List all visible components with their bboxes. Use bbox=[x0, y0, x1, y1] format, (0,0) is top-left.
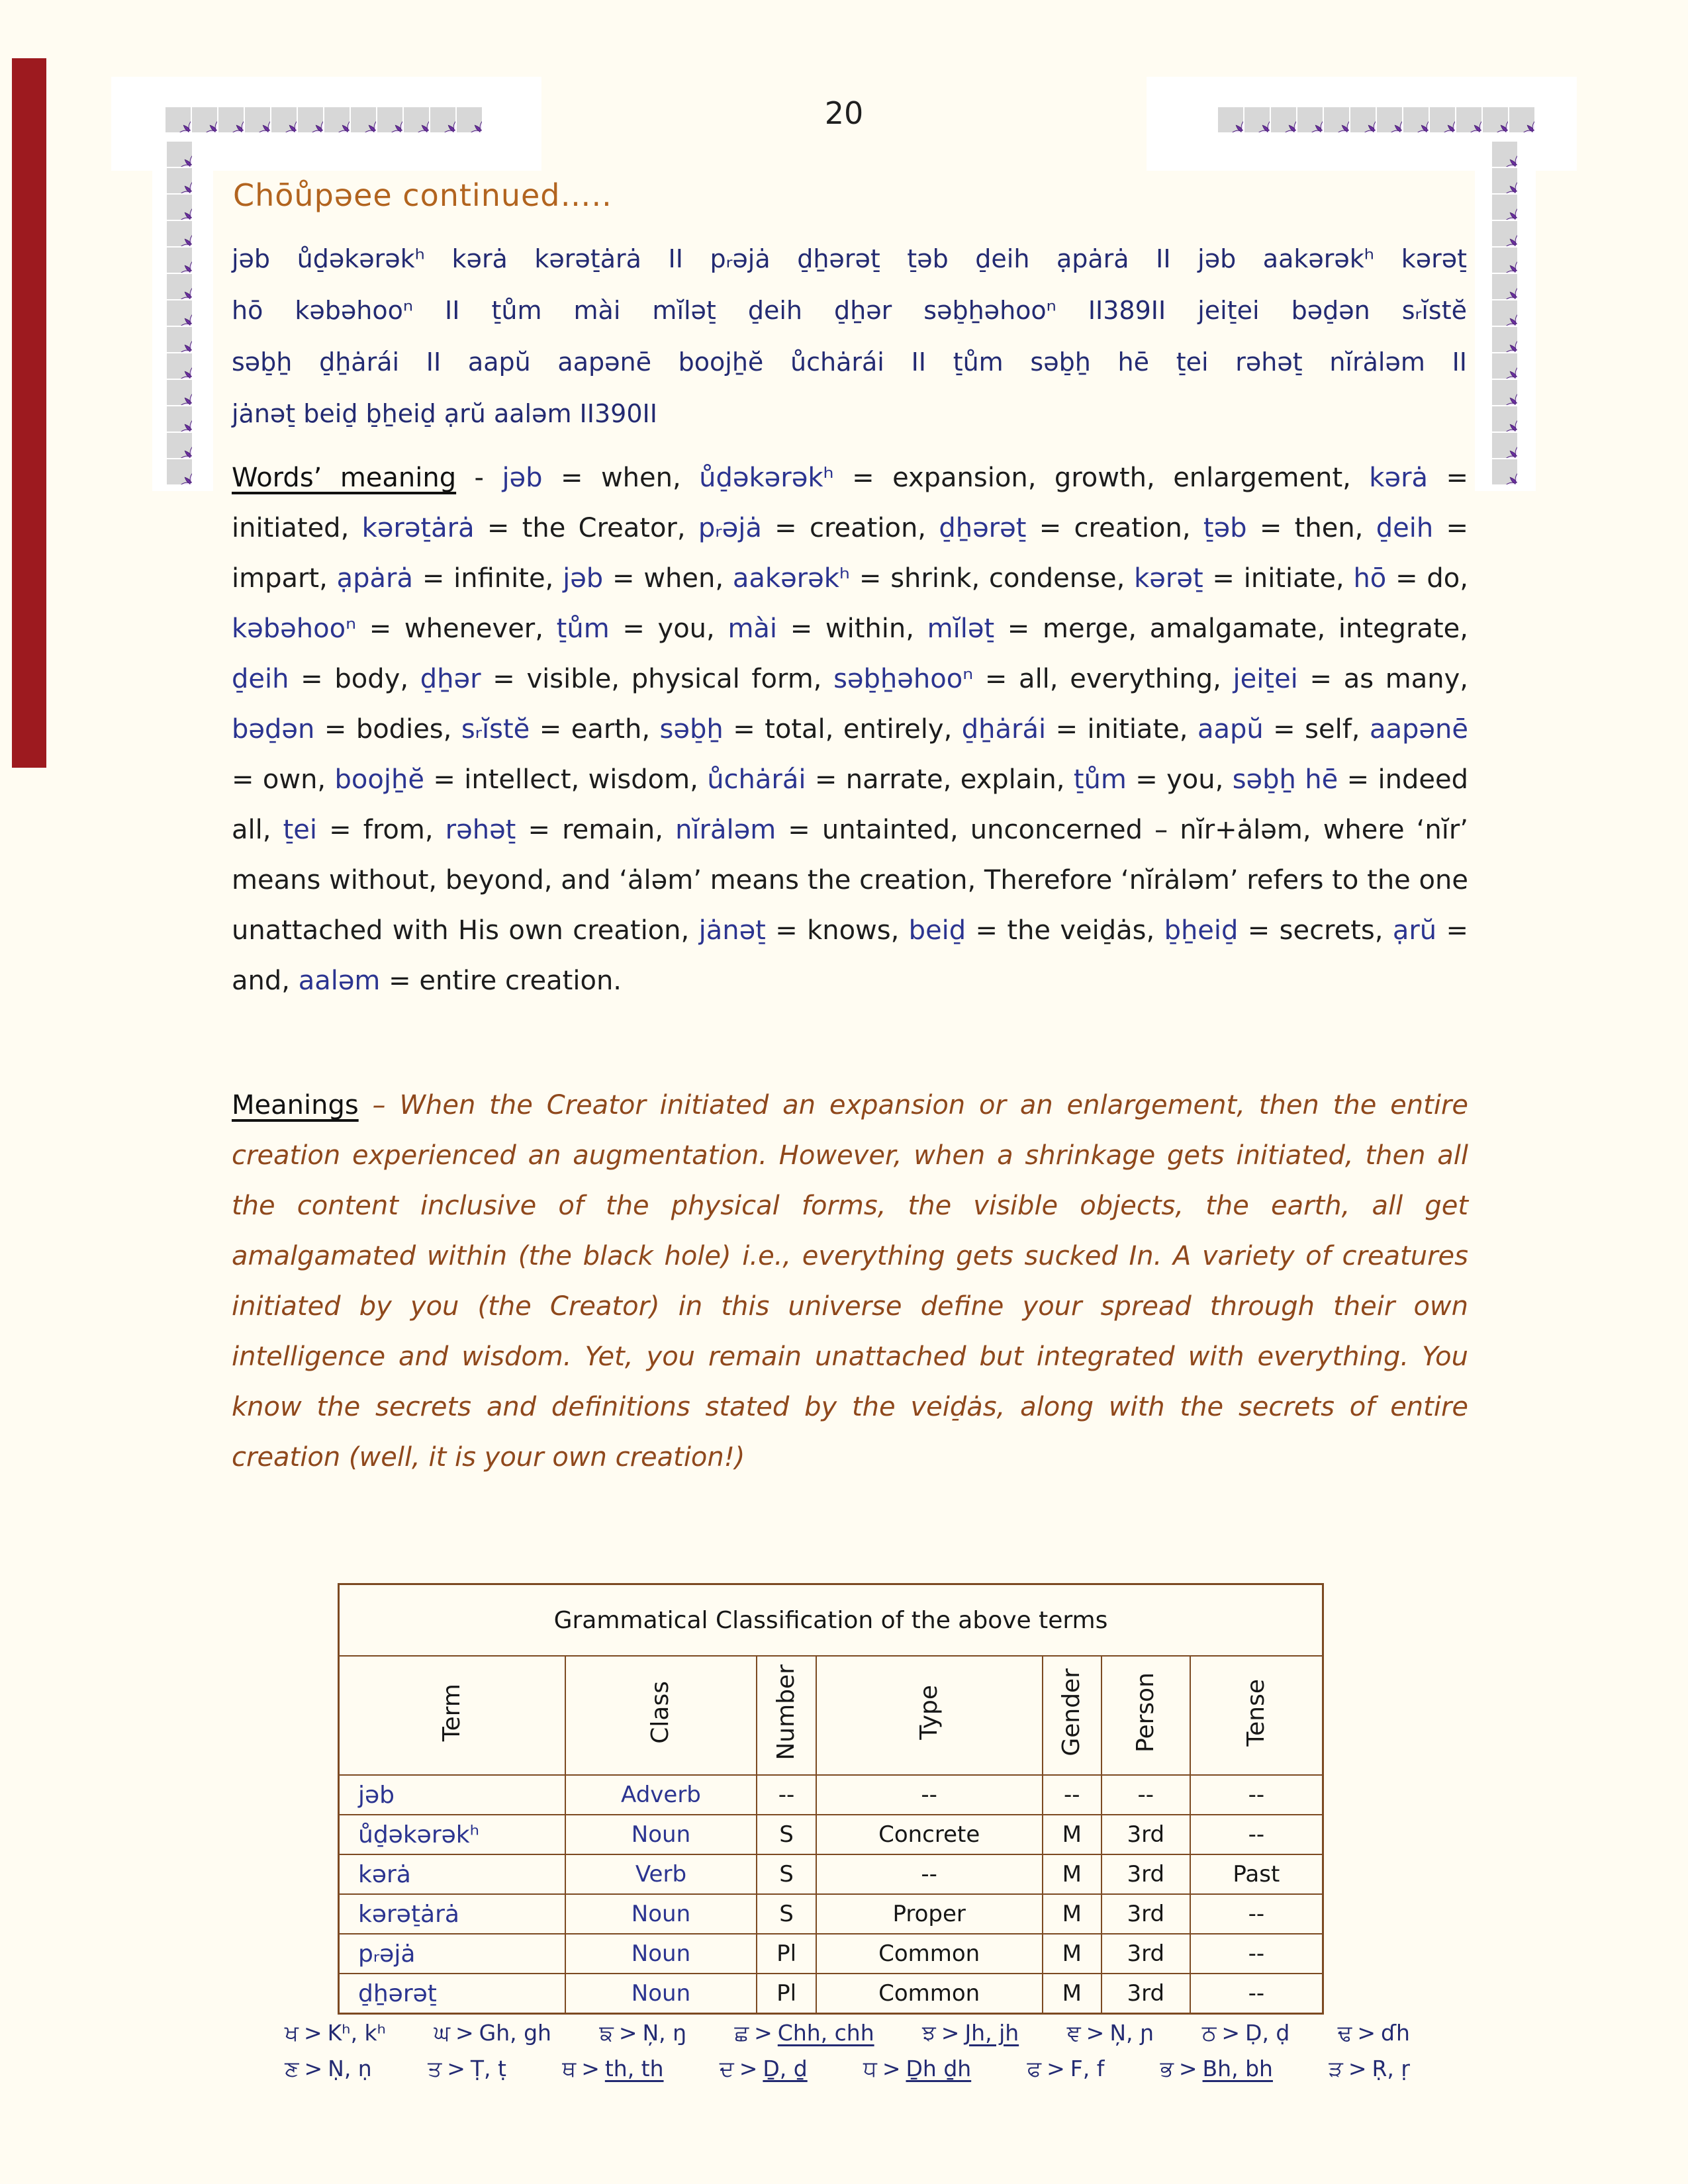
value-cell: -- bbox=[757, 1775, 816, 1815]
value-cell: S bbox=[757, 1894, 816, 1934]
term-word: jəb bbox=[502, 463, 543, 493]
term-cell: kərət̠ȧrȧ bbox=[339, 1894, 565, 1934]
roman-transliteration: Ṛ, ṛ bbox=[1372, 2056, 1410, 2081]
maps-to-symbol: > bbox=[1178, 2056, 1197, 2081]
flower-icon bbox=[1492, 406, 1517, 432]
term-word: d̠eih bbox=[232, 664, 289, 694]
flower-icon bbox=[1492, 168, 1517, 193]
gurmukhi-letter: ੜ bbox=[1329, 2056, 1343, 2081]
term-word: t̠ei bbox=[283, 815, 317, 845]
definition-text: = expansion, growth, enlargement, bbox=[833, 463, 1370, 493]
flower-icon bbox=[1492, 142, 1517, 167]
value-cell: -- bbox=[1190, 1894, 1323, 1934]
definition-text: = intellect, wisdom, bbox=[424, 764, 708, 795]
value-cell: M bbox=[1043, 1934, 1102, 1974]
phonetic-mapping bbox=[285, 2056, 372, 2082]
definition-text: = indeed all, bbox=[232, 764, 1468, 845]
term-word: d̠eih bbox=[1376, 513, 1434, 543]
flower-icon bbox=[167, 327, 192, 352]
flower-icon bbox=[167, 459, 192, 484]
definition-text: = all, everything, bbox=[973, 664, 1233, 694]
column-header: Number bbox=[757, 1656, 816, 1775]
value-cell: M bbox=[1043, 1894, 1102, 1934]
column-header: Term bbox=[339, 1656, 565, 1775]
definition-text: = own, bbox=[232, 764, 335, 795]
gurmukhi-letter: ਠ bbox=[1201, 2020, 1217, 2046]
phonetic-mapping bbox=[1202, 2020, 1290, 2046]
column-header: Person bbox=[1102, 1656, 1190, 1775]
definition-text: = from, bbox=[316, 815, 445, 845]
definition-text: = whenever, bbox=[356, 614, 557, 644]
value-cell: -- bbox=[1102, 1775, 1190, 1815]
phonetic-mapping bbox=[720, 2056, 808, 2082]
phonetic-mapping bbox=[562, 2056, 663, 2082]
definition-text: = remain, bbox=[516, 815, 676, 845]
term-word: ůd̠əkərəkʰ bbox=[699, 463, 834, 493]
term-word: beid̠ bbox=[908, 915, 966, 946]
maps-to-symbol: > bbox=[1221, 2020, 1241, 2046]
table-row bbox=[339, 1775, 1323, 1815]
value-cell: M bbox=[1043, 1854, 1102, 1894]
gurmukhi-letter: ਦ bbox=[719, 2056, 734, 2081]
definition-text: = as many, bbox=[1297, 664, 1468, 694]
term-word: kərȧ bbox=[1369, 463, 1429, 493]
definition-text: = and, bbox=[232, 915, 1468, 996]
roman-transliteration: Ḏ, ḏ bbox=[763, 2056, 808, 2081]
phonetic-mapping bbox=[434, 2020, 551, 2046]
phonetic-mapping bbox=[1160, 2056, 1273, 2082]
definition-text: = you, bbox=[1126, 764, 1233, 795]
value-cell: -- bbox=[816, 1775, 1043, 1815]
definition-text: = earth, bbox=[530, 714, 660, 745]
flower-column-left bbox=[167, 142, 192, 484]
definition-text: = when, bbox=[603, 563, 733, 594]
value-cell: Noun bbox=[565, 1815, 757, 1854]
gurmukhi-letter: ਘ bbox=[434, 2020, 450, 2046]
table-row bbox=[339, 1894, 1323, 1934]
gurmukhi-letter: ਢ bbox=[1337, 2020, 1352, 2046]
meanings-body: When the Creator initiated an expansion or an enlargement, then the entire creation experienced an augmentation. However, when a shrinkage gets initiated, then all the content inclusive of the physical forms, the visible objects, the earth, all get amalgamated within (the black hole) i.e., everything gets sucked In. A variety of creatures initiated by you (the Creator) in this universe define your spread through their own intelligence and wisdom. Yet, you remain unattached but integrated with everything. You know the secrets and definitions stated by the veid̠ȧs, along with the secrets of entire creation (well, it is your own creation!) bbox=[232, 1090, 1468, 1473]
definition-text: = the veid̠ȧs, bbox=[966, 915, 1164, 946]
term-word: səb̠ẖ hē bbox=[1232, 764, 1338, 795]
roman-transliteration: Gh, gh bbox=[479, 2020, 551, 2046]
term-word: mài bbox=[727, 614, 778, 644]
roman-transliteration: Bh, bh bbox=[1202, 2056, 1273, 2081]
flower-icon bbox=[1492, 327, 1517, 352]
value-cell: -- bbox=[1190, 1775, 1323, 1815]
definition-text: = total, entirely, bbox=[723, 714, 962, 745]
value-cell: -- bbox=[816, 1854, 1043, 1894]
term-word: ůchȧrái bbox=[707, 764, 806, 795]
red-margin-stripe bbox=[12, 58, 46, 768]
flower-icon bbox=[167, 248, 192, 273]
maps-to-symbol: > bbox=[455, 2020, 474, 2046]
definition-text: = you, bbox=[609, 614, 728, 644]
term-word: boojẖĕ bbox=[334, 764, 424, 795]
heading-separator: - bbox=[456, 463, 502, 493]
gurmukhi-letter: ਙ bbox=[599, 2020, 614, 2046]
flower-icon bbox=[167, 221, 192, 246]
term-word: jəb bbox=[563, 563, 604, 594]
gurmukhi-letter: ਥ bbox=[562, 2056, 577, 2081]
term-word: kərət̠ bbox=[1134, 563, 1203, 594]
words-meaning-heading: Words’ meaning bbox=[232, 463, 457, 493]
roman-transliteration: Kʰ, kʰ bbox=[327, 2020, 387, 2046]
words-meaning-tokens bbox=[232, 463, 1468, 996]
column-header: Class bbox=[565, 1656, 757, 1775]
definition-text: = infinite, bbox=[413, 563, 563, 594]
value-cell: -- bbox=[1190, 1974, 1323, 2014]
value-cell: -- bbox=[1190, 1934, 1323, 1974]
term-word: t̠ům bbox=[1073, 764, 1127, 795]
term-word: b̠ẖeid̠ bbox=[1164, 915, 1239, 946]
term-word: d̠ẖȧrái bbox=[961, 714, 1047, 745]
term-word: nĭrȧləm bbox=[675, 815, 776, 845]
term-word: d̠ẖərət̠ bbox=[939, 513, 1027, 543]
value-cell: Past bbox=[1190, 1854, 1323, 1894]
flower-icon bbox=[167, 195, 192, 220]
maps-to-symbol: > bbox=[739, 2056, 758, 2081]
definition-text: = when, bbox=[542, 463, 700, 493]
value-cell: 3rd bbox=[1102, 1974, 1190, 2014]
roman-transliteration: ɗh bbox=[1381, 2020, 1410, 2046]
value-cell: S bbox=[757, 1815, 816, 1854]
roman-transliteration: N̦, ŋ bbox=[642, 2020, 687, 2046]
definition-text: = bodies, bbox=[314, 714, 461, 745]
value-cell: -- bbox=[1043, 1775, 1102, 1815]
phonetic-mapping bbox=[1027, 2056, 1105, 2082]
term-word: aaləm bbox=[298, 966, 381, 996]
value-cell: Adverb bbox=[565, 1775, 757, 1815]
gurmukhi-letter: ਛ bbox=[734, 2020, 749, 2046]
value-cell: Concrete bbox=[816, 1815, 1043, 1854]
definition-text: = the Creator, bbox=[474, 513, 698, 543]
roman-transliteration: Ḍ, ḍ bbox=[1245, 2020, 1290, 2046]
flower-icon bbox=[1492, 353, 1517, 379]
words-meaning-paragraph bbox=[232, 453, 1468, 1006]
flower-icon bbox=[1492, 459, 1517, 484]
term-cell: jəb bbox=[339, 1775, 565, 1815]
term-word: ạpȧrȧ bbox=[336, 563, 414, 594]
definition-text: = merge, amalgamate, integrate, bbox=[994, 614, 1468, 644]
column-header: Tense bbox=[1190, 1656, 1323, 1775]
definition-text: = do, bbox=[1386, 563, 1468, 594]
definition-text: = initiated, bbox=[232, 463, 1468, 543]
phonetic-mapping bbox=[599, 2020, 686, 2046]
phonetic-row-1 bbox=[285, 2020, 1410, 2046]
flower-icon bbox=[1492, 248, 1517, 273]
verse-line: hō kəbəhooⁿ II t̠ům mài mĭlət̠ d̠eih d̠ẖər səb̠ẖəhooⁿ II389II jeit̠ei bəd̠ən sᵣĭstĕ bbox=[232, 296, 1467, 325]
term-word: kərət̠ȧrȧ bbox=[361, 513, 475, 543]
verse-line: jȧnət̠ beid̠ b̠ẖeid̠ ạrŭ aaləm II390II bbox=[232, 399, 657, 428]
flower-icon bbox=[167, 353, 192, 379]
table-header-row bbox=[339, 1656, 1323, 1775]
definition-text: = initiate, bbox=[1046, 714, 1197, 745]
maps-to-symbol: > bbox=[941, 2020, 960, 2046]
phonetic-row-2 bbox=[285, 2056, 1410, 2082]
flower-icon bbox=[1492, 221, 1517, 246]
flower-icon bbox=[1492, 380, 1517, 405]
flower-icon bbox=[167, 406, 192, 432]
roman-transliteration: Ṭ, ṭ bbox=[470, 2056, 506, 2081]
phonetic-mapping bbox=[285, 2020, 386, 2046]
value-cell: Noun bbox=[565, 1934, 757, 1974]
value-cell: Pl bbox=[757, 1934, 816, 1974]
gurmukhi-letter: ਭ bbox=[1160, 2056, 1174, 2081]
value-cell: S bbox=[757, 1854, 816, 1894]
gurmukhi-letter: ਤ bbox=[428, 2056, 442, 2081]
roman-transliteration: Ḏh ḏh bbox=[906, 2056, 972, 2081]
phonetic-mapping bbox=[1067, 2020, 1154, 2046]
definition-text: = entire creation. bbox=[380, 966, 622, 996]
term-word: rəhət̠ bbox=[445, 815, 516, 845]
flower-icon bbox=[167, 380, 192, 405]
definition-text: = body, bbox=[289, 664, 420, 694]
value-cell: 3rd bbox=[1102, 1854, 1190, 1894]
maps-to-symbol: > bbox=[1357, 2020, 1376, 2046]
page-number: 20 bbox=[824, 95, 864, 131]
term-cell: d̠ẖərət̠ bbox=[339, 1974, 565, 2014]
definition-text: = visible, physical form, bbox=[481, 664, 834, 694]
definition-text: = impart, bbox=[232, 513, 1468, 594]
flower-icon bbox=[167, 142, 192, 167]
maps-to-symbol: > bbox=[1086, 2020, 1105, 2046]
value-cell: 3rd bbox=[1102, 1934, 1190, 1974]
phonetic-mapping bbox=[1329, 2056, 1410, 2082]
table-row bbox=[339, 1934, 1323, 1974]
table-row bbox=[339, 1815, 1323, 1854]
definition-text: = untainted, unconcerned – nĭr+ȧləm, where ‘nĭr’ means without, beyond, and ‘ȧləm’ means the creation, Therefore ‘nĭrȧləm’ refers to the one unattached with His own creation, bbox=[232, 815, 1469, 946]
value-cell: Proper bbox=[816, 1894, 1043, 1934]
definition-text: = self, bbox=[1263, 714, 1370, 745]
meanings-separator: – bbox=[358, 1090, 400, 1120]
flower-icon bbox=[167, 274, 192, 299]
definition-text: = initiate, bbox=[1203, 563, 1354, 594]
table-row bbox=[339, 1974, 1323, 2014]
roman-transliteration: Jh, jh bbox=[964, 2020, 1019, 2046]
definition-text: = shrink, condense, bbox=[850, 563, 1135, 594]
maps-to-symbol: > bbox=[754, 2020, 773, 2046]
term-word: ạrŭ bbox=[1392, 915, 1437, 946]
flower-icon bbox=[167, 300, 192, 326]
value-cell: M bbox=[1043, 1974, 1102, 2014]
value-cell: 3rd bbox=[1102, 1894, 1190, 1934]
phonetic-mapping bbox=[428, 2056, 506, 2082]
gurmukhi-letter: ਣ bbox=[285, 2056, 299, 2081]
column-header: Gender bbox=[1043, 1656, 1102, 1775]
roman-transliteration: Ṇ, ṇ bbox=[328, 2056, 372, 2081]
term-word: kəbəhooⁿ bbox=[232, 614, 357, 644]
maps-to-symbol: > bbox=[1047, 2056, 1065, 2081]
section-title: Chōůpəee continued….. bbox=[233, 177, 612, 213]
maps-to-symbol: > bbox=[882, 2056, 901, 2081]
meanings-paragraph bbox=[232, 1080, 1468, 1482]
term-word: mĭlət̠ bbox=[927, 614, 995, 644]
gurmukhi-letter: ਖ bbox=[285, 2020, 299, 2046]
value-cell: Noun bbox=[565, 1894, 757, 1934]
maps-to-symbol: > bbox=[1348, 2056, 1367, 2081]
term-word: bəd̠ən bbox=[232, 714, 315, 745]
gurmukhi-letter: ਫ bbox=[1027, 2056, 1042, 2081]
term-word: səb̠ẖəhooⁿ bbox=[833, 664, 974, 694]
term-word: t̠əb bbox=[1203, 513, 1247, 543]
flower-icon bbox=[1492, 274, 1517, 299]
roman-transliteration: Chh, chh bbox=[777, 2020, 874, 2046]
column-header: Type bbox=[816, 1656, 1043, 1775]
definition-text: = knows, bbox=[765, 915, 909, 946]
definition-text: = within, bbox=[777, 614, 927, 644]
value-cell: Common bbox=[816, 1934, 1043, 1974]
term-word: d̠ẖər bbox=[420, 664, 481, 694]
verse-line: jəb ůd̠əkərəkʰ kərȧ kərət̠ȧrȧ II pᵣəjȧ d̠ẖərət̠ t̠əb d̠eih ạpȧrȧ II jəb aakərəkʰ kərət̠ bbox=[232, 244, 1467, 273]
gurmukhi-letter: ਧ bbox=[863, 2056, 877, 2081]
value-cell: Common bbox=[816, 1974, 1043, 2014]
phonetic-mapping bbox=[863, 2056, 971, 2082]
gurmukhi-letter: ਞ bbox=[1066, 2020, 1081, 2046]
grammar-table bbox=[338, 1583, 1324, 2015]
maps-to-symbol: > bbox=[303, 2020, 322, 2046]
roman-transliteration: th, th bbox=[604, 2056, 664, 2081]
definition-text: = creation, bbox=[1026, 513, 1203, 543]
verse-line: səb̠ẖ d̠ẖȧrái II aapŭ aapənē boojẖĕ ůchȧrái II t̠ům səb̠ẖ hē t̠ei rəhət̠ nĭrȧləm II bbox=[232, 347, 1467, 377]
flower-icon bbox=[1492, 195, 1517, 220]
term-word: jȧnət̠ bbox=[698, 915, 766, 946]
value-cell: Verb bbox=[565, 1854, 757, 1894]
value-cell: Noun bbox=[565, 1974, 757, 2014]
maps-to-symbol: > bbox=[581, 2056, 600, 2081]
value-cell: Pl bbox=[757, 1974, 816, 2014]
roman-transliteration: F, f bbox=[1070, 2056, 1105, 2081]
gurmukhi-letter: ਝ bbox=[922, 2020, 936, 2046]
maps-to-symbol: > bbox=[304, 2056, 323, 2081]
maps-to-symbol: > bbox=[447, 2056, 465, 2081]
definition-text: = narrate, explain, bbox=[806, 764, 1074, 795]
phonetic-mapping bbox=[922, 2020, 1019, 2046]
definition-text: = creation, bbox=[761, 513, 939, 543]
roman-transliteration: N̦, ɲ bbox=[1109, 2020, 1154, 2046]
flower-icon bbox=[1492, 300, 1517, 326]
verse-block bbox=[232, 233, 1467, 439]
value-cell: 3rd bbox=[1102, 1815, 1190, 1854]
term-cell: kərȧ bbox=[339, 1854, 565, 1894]
term-word: hō bbox=[1353, 563, 1387, 594]
term-word: jeit̠ei bbox=[1233, 664, 1298, 694]
term-word: aapŭ bbox=[1197, 714, 1264, 745]
term-cell: pᵣəjȧ bbox=[339, 1934, 565, 1974]
term-cell: ůd̠əkərəkʰ bbox=[339, 1815, 565, 1854]
term-word: pᵣəjȧ bbox=[698, 513, 762, 543]
flower-icon bbox=[167, 433, 192, 458]
term-word: aakərəkʰ bbox=[732, 563, 851, 594]
term-word: sᵣĭstĕ bbox=[461, 714, 530, 745]
term-word: səb̠ẖ bbox=[659, 714, 724, 745]
table-row bbox=[339, 1854, 1323, 1894]
definition-text: = then, bbox=[1246, 513, 1376, 543]
phonetic-mapping bbox=[1338, 2020, 1410, 2046]
maps-to-symbol: > bbox=[618, 2020, 637, 2046]
value-cell: M bbox=[1043, 1815, 1102, 1854]
meanings-heading: Meanings bbox=[232, 1090, 359, 1120]
definition-text: = secrets, bbox=[1238, 915, 1393, 946]
flower-icon bbox=[1492, 433, 1517, 458]
table-title: Grammatical Classification of the above terms bbox=[339, 1584, 1323, 1657]
phonetic-mapping bbox=[734, 2020, 874, 2046]
term-word: t̠ům bbox=[556, 614, 610, 644]
flower-icon bbox=[167, 168, 192, 193]
value-cell: -- bbox=[1190, 1815, 1323, 1854]
term-word: aapənē bbox=[1370, 714, 1468, 745]
flower-column-right bbox=[1492, 142, 1517, 484]
